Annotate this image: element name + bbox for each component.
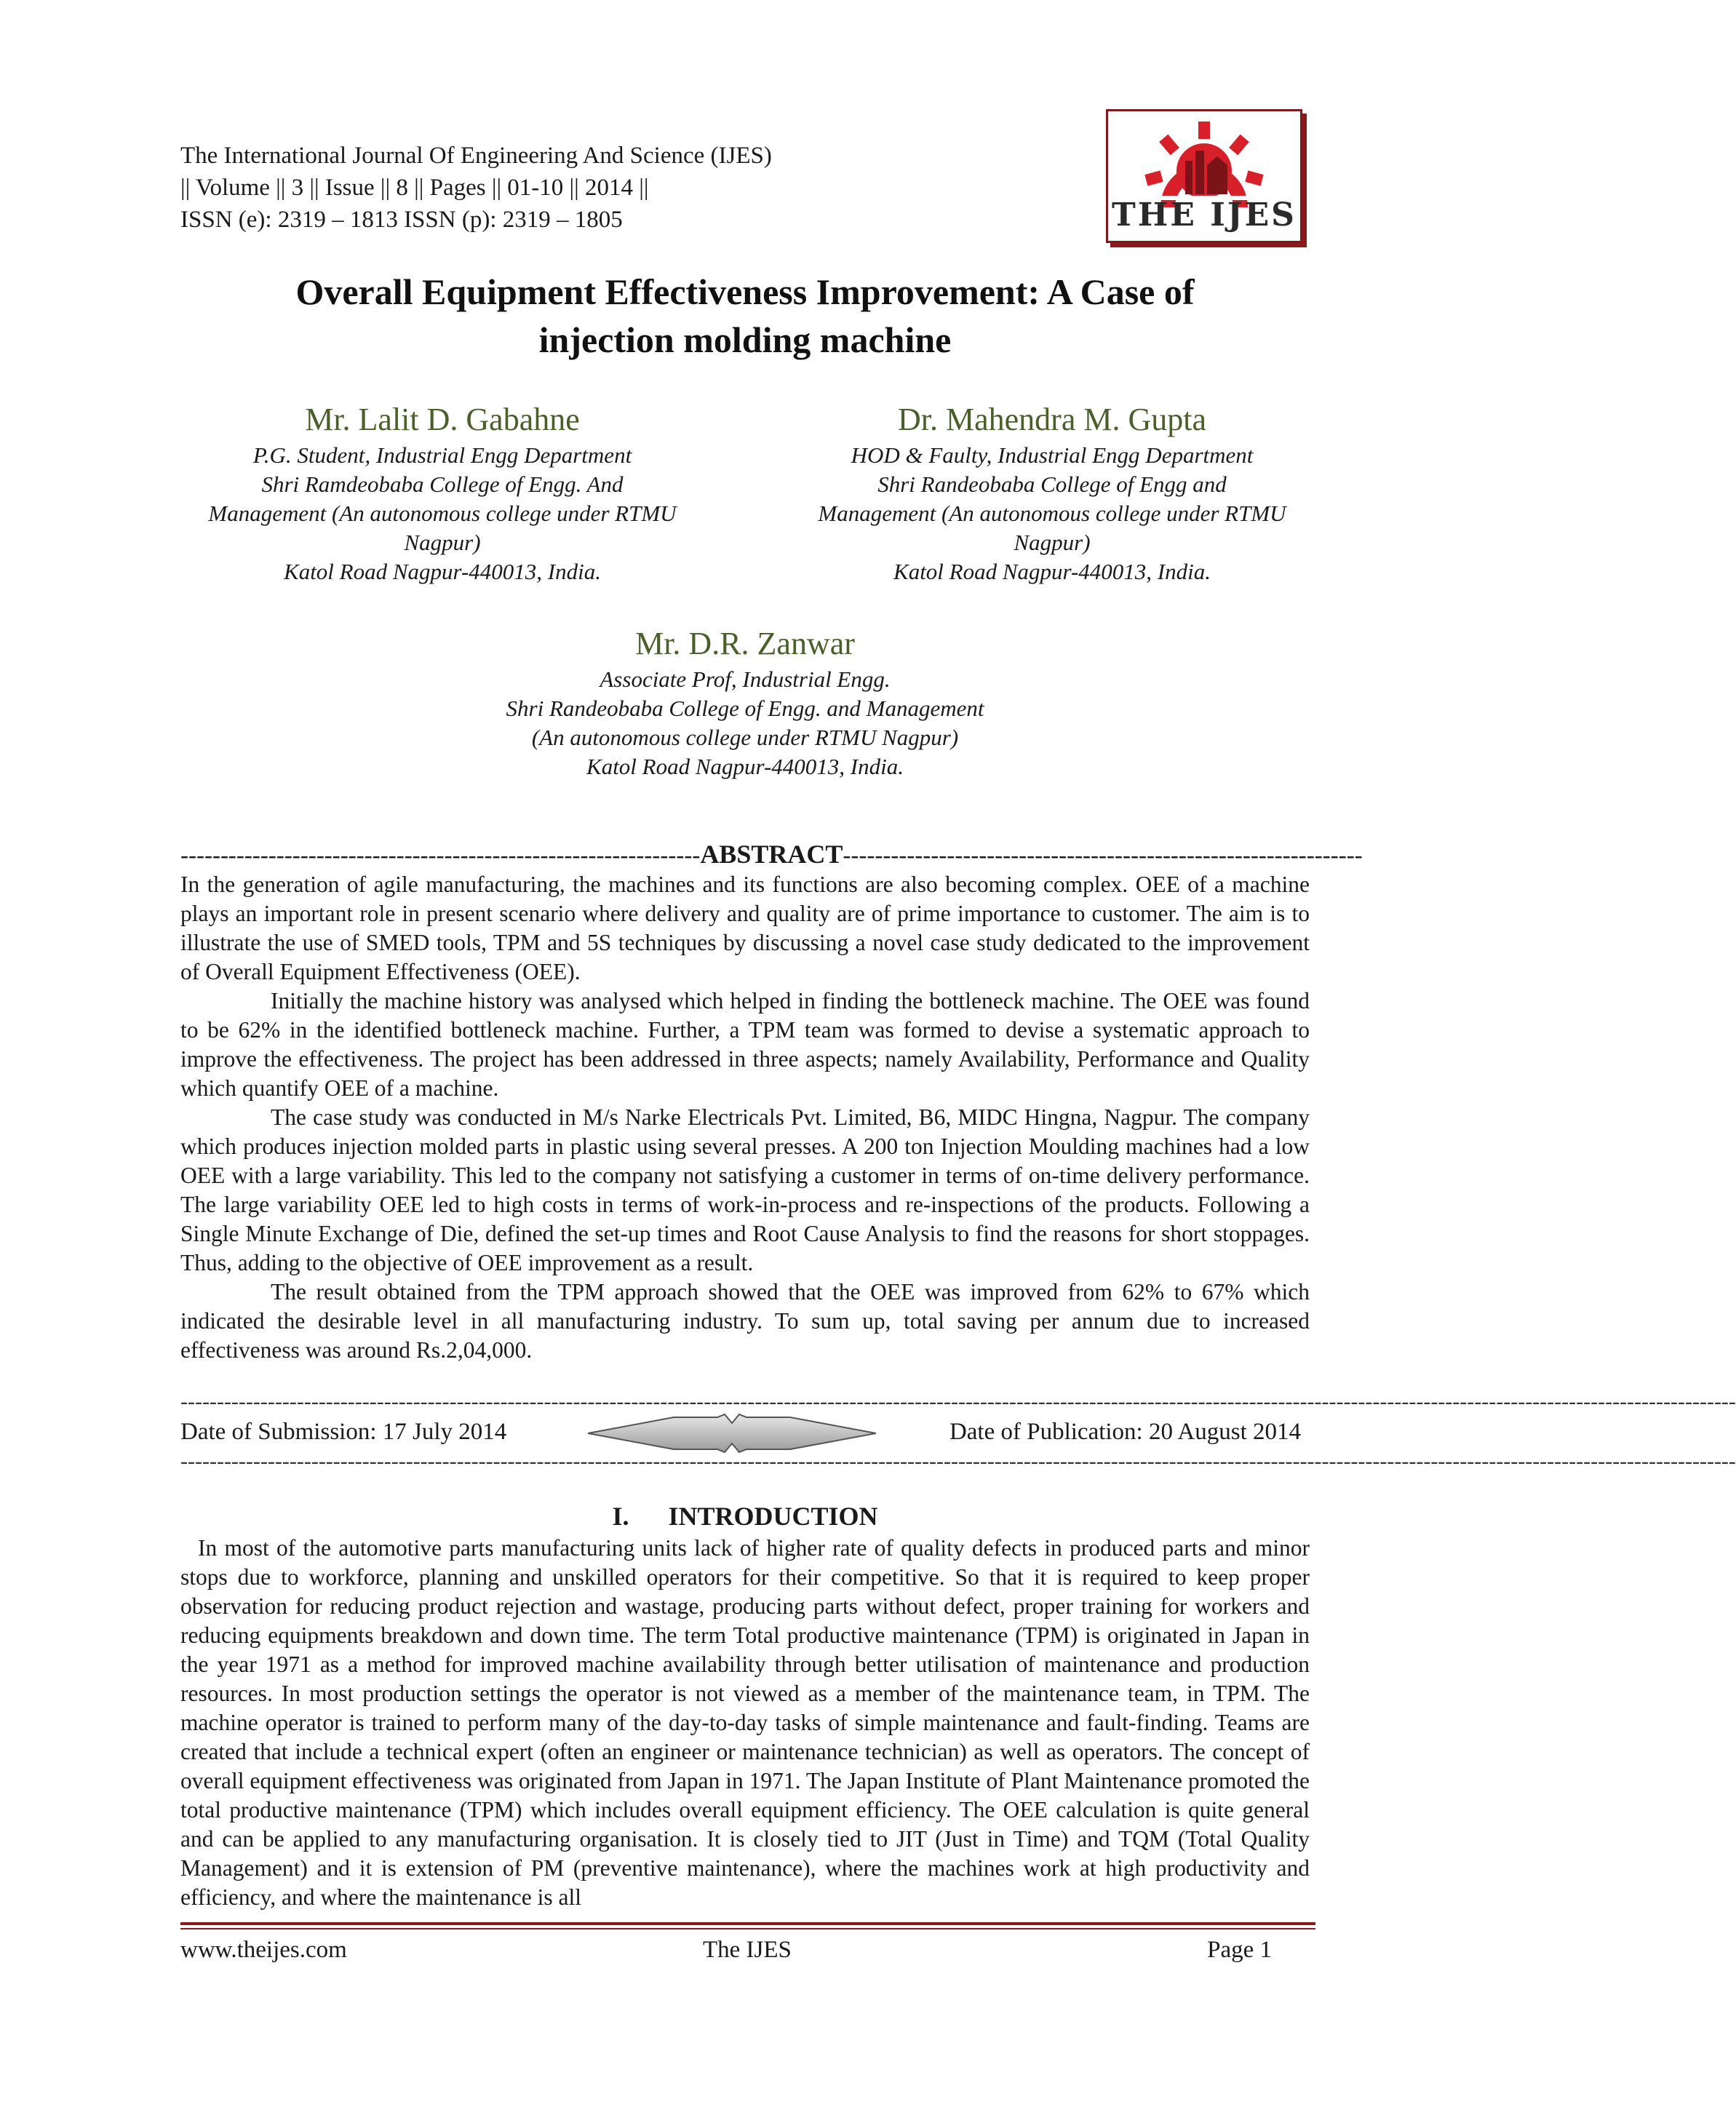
abstract-paragraph: In the generation of agile manufacturing, the machines and its functions are also becoming complex. OEE of a machine plays an important role in present scenario where delivery and quality are of prime importance to customer. The aim is to illustrate the use of SMED tools, TPM and 5S techniques by discussing a novel case study dedicated to the improvement of Overall Equipment Effectiveness (OEE). — [180, 872, 1310, 984]
gear-factory-logo-icon — [1108, 114, 1300, 209]
author-2 — [776, 399, 1329, 586]
abstract-paragraph: The case study was conducted in M/s Narke Electricals Pvt. Limited, B6, MIDC Hingna, Nagpur. The company which produces injection molded parts in plastic using several presses. A 200 ton Injection Moulding machines had a low OEE with a large variability. This led to the company not satisfying a customer in terms of on-time delivery performance. The large variability OEE led to high costs in terms of work-in-process and re-inspections of the products. Following a Single Minute Exchange of Die, defined the set-up times and Root Cause Analysis to find the reasons for short stoppages. Thus, adding to the objective of OEE improvement as a result. — [180, 1104, 1310, 1275]
ijes-logo — [1106, 109, 1302, 243]
abstract-paragraph: The result obtained from the TPM approach showed that the OEE was improved from 62% to 67% which indicated the desirable level in all manufacturing industry. To sum up, total saving per annum due to increased effectiveness was around Rs.2,04,000. — [180, 1279, 1310, 1363]
introduction-paragraph: In most of the automotive parts manufacturing units lack of higher rate of quality defects in produced parts and minor stops due to workforce, planning and unskilled operators for their competitive. So that it is required to keep proper observation for reducing product rejection and wastage, producing parts without defect, proper training for workers and reducing equipments breakdown and down time. The term Total productive maintenance (TPM) is originated in Japan in the year 1971 as a method for improved machine availability through better utilisation of maintenance and production resources. In most production settings the operator is not viewed as a member of the maintenance team, in TPM. The machine operator is trained to perform many of the day-to-day tasks of simple maintenance and fault-finding. Teams are created that include a technical expert (often an engineer or maintenance technician) as well as operators. The concept of overall equipment effectiveness was originated from Japan in 1971. The Japan Institute of Plant Maintenance promoted the total productive maintenance (TPM) which includes overall equipment efficiency. The OEE calculation is quite general and can be applied to any manufacturing organisation. It is closely tied to JIT (Just in Time) and TQM (Total Quality Management) and it is extension of PM (preventive maintenance), where the machines work at high productivity and efficiency, and where the maintenance is all — [180, 1535, 1310, 1910]
author-affiliation — [381, 665, 1109, 781]
author-name: Mr. D.R. Zanwar — [635, 626, 855, 661]
affiliation-line: Management (An autonomous college under RTMU — [208, 501, 677, 526]
footer-website: www.theijes.com — [180, 1937, 347, 1963]
rule-dashes-right: ----------------------------------------------------------------- — [843, 843, 1363, 869]
journal-issn: ISSN (e): 2319 – 1813 ISSN (p): 2319 – 1805 — [180, 207, 623, 233]
affiliation-line: Nagpur) — [404, 530, 481, 555]
footer-journal: The IJES — [703, 1937, 792, 1963]
abstract-heading: ABSTRACT — [700, 840, 843, 869]
author-affiliation — [776, 441, 1329, 586]
dates-bottom-rule: ---------------------------------------------------------------------------------------------------------------------------------------------------------------------------------------------------------------------- — [180, 1449, 1736, 1473]
affiliation-line: P.G. Student, Industrial Engg Department — [252, 442, 632, 468]
paper-title — [146, 268, 1345, 364]
journal-volume: || Volume || 3 || Issue || 8 || Pages || 01-10 || 2014 || — [180, 175, 649, 201]
title-line-1: Overall Equipment Effectiveness Improvement: A Case of — [295, 271, 1195, 312]
footer-rule — [180, 1922, 1315, 1925]
affiliation-line: (An autonomous college under RTMU Nagpur) — [531, 725, 959, 750]
affiliation-line: Shri Randeobaba College of Engg. and Management — [506, 696, 984, 721]
introduction-heading: I. INTRODUCTION — [612, 1502, 878, 1531]
author-name: Dr. Mahendra M. Gupta — [897, 402, 1206, 437]
abstract-body — [180, 870, 1310, 1365]
publication-date: Date of Publication: 20 August 2014 — [949, 1419, 1301, 1445]
affiliation-line: Katol Road Nagpur-440013, India. — [284, 559, 601, 584]
author-name: Mr. Lalit D. Gabahne — [305, 402, 580, 437]
affiliation-line: Management (An autonomous college under RTMU — [818, 501, 1286, 526]
affiliation-line: Katol Road Nagpur-440013, India. — [893, 559, 1211, 584]
affiliation-line: Katol Road Nagpur-440013, India. — [586, 754, 904, 779]
journal-name: The International Journal Of Engineering And Science (IJES) — [180, 143, 772, 169]
rule-dashes-left: ----------------------------------------------------------------- — [180, 843, 701, 869]
affiliation-line: HOD & Faulty, Industrial Engg Department — [851, 442, 1254, 468]
affiliation-line: Shri Ramdeobaba College of Engg. And — [261, 471, 624, 497]
submission-date: Date of Submission: 17 July 2014 — [180, 1419, 507, 1445]
affiliation-line: Nagpur) — [1014, 530, 1091, 555]
author-3 — [381, 623, 1109, 781]
introduction-body — [180, 1534, 1310, 1912]
abstract-heading-rule — [180, 838, 1363, 872]
affiliation-line: Associate Prof, Industrial Engg. — [600, 666, 891, 692]
footer-page-number: Page 1 — [1207, 1937, 1272, 1963]
journal-header — [180, 140, 772, 236]
dates-top-rule: ---------------------------------------------------------------------------------------------------------------------------------------------------------------------------------------------------------------------- — [180, 1390, 1736, 1414]
author-1 — [166, 399, 719, 586]
double-arrow-icon — [586, 1413, 877, 1454]
author-affiliation — [166, 441, 719, 586]
footer-rule-thin — [180, 1928, 1315, 1929]
logo-text: THE IJES — [1112, 196, 1297, 234]
abstract-paragraph: Initially the machine history was analysed which helped in finding the bottleneck machine. The OEE was found to be 62% in the identified bottleneck machine. Further, a TPM team was formed to devise a systematic approach to improve the effectiveness. The project has been addressed in three aspects; namely Availability, Performance and Quality which quantify OEE of a machine. — [180, 988, 1310, 1101]
title-line-2: injection molding machine — [538, 319, 952, 360]
affiliation-line: Shri Randeobaba College of Engg and — [877, 471, 1227, 497]
